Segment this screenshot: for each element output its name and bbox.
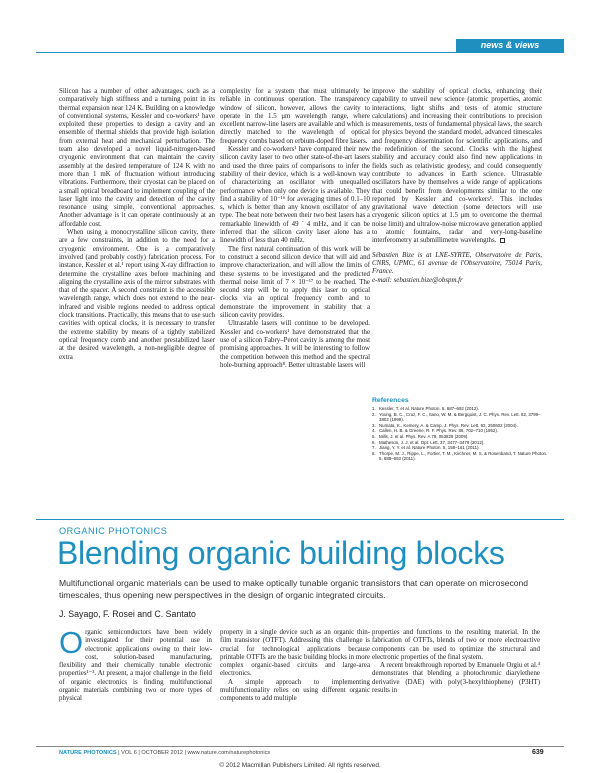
paragraph: The first natural continuation of this work will be to construct a second silicon device that will aid and improve characterization, and will allow the limits of these systems to be investigated and the predicted thermal noise limit of 7 × 10⁻¹⁷ to be reached. The second step will be to apply this laser to optical clocks via an optical frequency comb and to demonstrate the improvement in stability that a silicon cavity provides.: [220, 245, 370, 320]
new-article-column-3: [372, 629, 540, 695]
author-affiliation: Sébastien Bize is at LNE-SYRTE, Observatoire de Paris, CNRS, UPMC, 61 avenue de l'Observatoire, 75014 Paris, France.: [372, 251, 542, 276]
paragraph: [372, 88, 542, 246]
paragraph: When using a monocrystalline silicon cavity, there are a few constraints, in addition to the need for a cryogenic environment. One is a comparatively involved (and probably costly) fabrication process. For instance, Kessler et al.¹ report using X-ray diffraction to determine the crystalline axes before machining and aligning the crystalline axis of the mirror substrates with that of the spacer. A second constraint is the accessible wavelength range, which does not extend to the near-infrared and visible regions needed to address optical clock transitions. Practically, this means that to use such cavities with optical clocks, it is necessary to transfer the extreme stability by means of a tightly stabilized optical frequency comb and another prestabilized laser at the desired wavelength, a non-negligible degree of extra: [59, 229, 215, 361]
reference-item: 1. Kessler, T. et al. Nature Photon. 6, 687–692 (2012).: [372, 406, 479, 411]
author-email: e-mail: sebastien.bize@obspm.fr: [372, 276, 463, 284]
footer-divider: [36, 746, 564, 747]
new-article-column-1: [59, 625, 212, 704]
new-article-column-2: [220, 629, 370, 704]
paragraph: properties and functions to the resulting material. In the fabrication of OTFTs, blends of two or more electroactive components can be used to optimize the structural and electronic properties of the final system.: [372, 629, 540, 661]
reference-item: 5. Mills, J. et al. Phys. Rev. A 79, 053829 (2009).: [372, 433, 469, 439]
reference-item: 6. Matheson, J. J. et al. Opt. Lett. 37, 3477–3479 (2012).: [372, 439, 485, 445]
journal-name: NATURE PHOTONICS: [59, 750, 117, 756]
drop-cap: O: [59, 625, 84, 660]
section-divider: [36, 519, 564, 520]
paragraph: A simple approach to implementing multifunctionality relies on using different organic components to add multiple: [220, 678, 370, 703]
paragraph: Ultrastable lasers will continue to be developed. Kessler and co-workers¹ have demonstrated that the use of a silicon Fabry–Perot cavity is among the most promising approaches. It will be interesting to follow the competition between this method and the spectral hole-burning approach⁸. Better ultrastable lasers will: [220, 320, 370, 369]
top-article-column-2: [220, 88, 370, 370]
page-number: 639: [532, 749, 544, 756]
references-heading: References: [372, 397, 409, 404]
paragraph: Silicon has a number of other advantages, such as a comparatively high stiffness and a turning point in its thermal expansion near 124 K. Building on a knowledge of conventional systems, Kessler and co-workers¹ have exploited these properties to design a cavity and an ensemble of thermal shields that provide high isolation from external heat and mechanical perturbation. The team also developed a novel liquid-nitrogen-based cryogenic environment that can maintain the cavity assembly at the desired temperature of 124 K with no more than 1 mK of fluctuation without introducing vibrations. Furthermore, their cryostat can be placed on a small optical breadboard to implement coupling of the laser light into the cavity and detection of the cavity resonance using simple, conventional approaches. Another advantage is it can operate continuously at an affordable cost.: [59, 88, 215, 228]
article-title: Blending organic building blocks: [57, 535, 505, 571]
top-article-column-3: [372, 88, 542, 285]
header-divider: [36, 52, 564, 53]
reference-item: 4. Callen, H. B. & Greene, R. F. Phys. Rev. 86, 702–710 (1952).: [372, 428, 499, 434]
reference-item: 7. Jiang, Y. Y. et al. Nature Photon. 5, 158–161 (2011).: [372, 445, 480, 451]
issue-info: | VOL 6 | OCTOBER 2012 | www.nature.com/naturephotonics: [116, 750, 271, 756]
section-tab: news & views: [456, 39, 564, 52]
paragraph: property in a single device such as an organic thin-film transistor (OTFT). Addressing this challenge is crucial for technological applications because printable OTFTs are the basic building blocks in more complex organic-based circuits and large-area electronics.: [220, 629, 370, 678]
end-mark-icon: [500, 238, 505, 243]
paragraph: [59, 625, 212, 704]
paragraph-text: rganic semiconductors have been widely investigated for their potential use in electronic applications owing to their low-cost, solution-based manufacturing, flexibility and their chemically tunable electronic properties¹⁻³. At present, a major challenge in the field of organic electronics is finding multifunctional organic materials combining two or more types of physical: [59, 629, 212, 703]
reference-item: 2. Young, B. C., Cruz, F. C., Itano, W. M. & Bergquist, J. C. Phys. Rev. Lett. 82, 3799–3802 (1999).: [372, 411, 541, 423]
paragraph: complexity for a system that must ultimately be reliable in continuous operation. The transparency window of silicon, however, allows the cavity to operate in the 1.5 μm wavelength range, where excellent narrow-line lasers are available and which is directly matched to the wavelength of optical frequency combs based on erbium-doped fibre lasers.: [220, 88, 370, 145]
paragraph-text: improve the stability of optical clocks, enhancing their capability to unveil new science (atomic properties, atomic interactions, light shifts and tests of atomic structure calculations) and increasing their contributions to precision measurements, tests of fundamental physical laws, the search for physics beyond the standard model, advanced timescales and frequency dissemination for scientific applications, and the redefinition of the second. Clocks with the highest stability and accuracy could also find new applications in fields such as relativistic geodesy, and could consequently contribute to advances in Earth science. Ultrastable oscillators have by themselves a wide range of applications that could benefit from developments similar to the one reported by Kessler and co-workers¹. This includes gravitational wave detection (some detectors will use cryogenic silicon optics at 1.5 μm to overcome the thermal noise limit) and ultralow-noise microwave generation applied to atomic fountains, radar and very-long-baseline interferometry at submillimetre wavelengths.: [372, 88, 542, 245]
paragraph: Kessler and co-workers¹ have compared their new silicon cavity laser to two other state-of-the-art lasers and used the three pairs of comparisons to infer the stability of their device, which is a well-known way of characterizing an oscillator with unequalled performance when only one device is available. They find a stability of 10⁻¹⁶ for averaging times of 0.1–10 s, which is better than any known oscillator of any type. The beat note between their two best lasers has a remarkable linewidth of 49 ´ 4 mHz, and it can be inferred that the silicon cavity laser alone has a linewidth of less than 40 mHz.: [220, 146, 370, 245]
section-label: ORGANIC PHOTONICS: [59, 526, 168, 536]
copyright-notice: © 2012 Macmillan Publishers Limited. All rights reserved.: [219, 762, 381, 769]
top-article-column-1: [59, 88, 215, 362]
article-authors: J. Sayago, F. Rosei and C. Santato: [59, 609, 196, 619]
article-standfirst: Multifunctional organic materials can be used to make optically tunable organic transistors that can operate on microsecond timescales, thus opening new perspectives in the design of organic integrated circuits.: [59, 578, 529, 600]
reference-item: 3. Numata, K., Kemery, A. & Camp, J. Phys. Rev. Lett. 93, 250602 (2004).: [372, 422, 518, 428]
reference-item: 8. Thorpe, M. J., Rippe, L., Fortier, T. M., Kirchner, M. S. & Rosenband, T. Nature Photon. 5, 688–693 (2011).: [372, 450, 548, 462]
footer-citation: [59, 750, 270, 756]
paragraph: A recent breakthrough reported by Emanuele Orgiu et al.⁴ demonstrates that blending a photochromic diarylethene derivative (DAE) with poly(3-hexylthiophene) (P3HT) results in: [372, 662, 540, 695]
references-list: [372, 406, 548, 462]
